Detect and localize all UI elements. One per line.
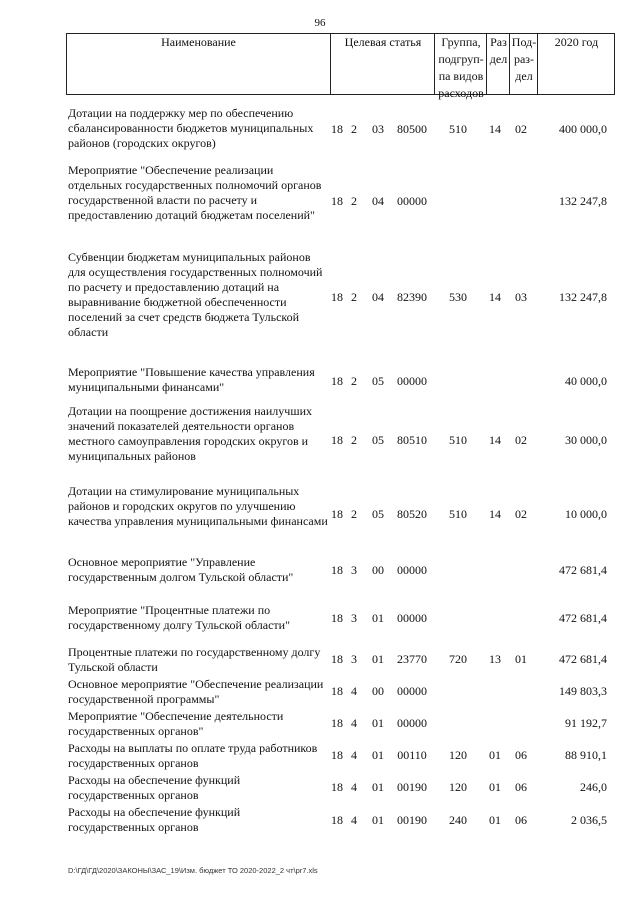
cell-group: 510 [449, 433, 467, 447]
header-subsection-line: Под- [511, 35, 537, 49]
cell-target-d: 00110 [397, 748, 427, 762]
cell-amount: 40 000,0 [565, 374, 607, 388]
cell-amount: 30 000,0 [565, 433, 607, 447]
cell-target-b: 3 [351, 563, 357, 577]
cell-target-a: 18 [331, 507, 343, 521]
cell-amount: 400 000,0 [559, 122, 607, 136]
header-name: Наименование [161, 35, 236, 49]
cell-group: 510 [449, 122, 467, 136]
cell-target-d: 80500 [397, 122, 427, 136]
cell-target-d: 00000 [397, 716, 427, 730]
cell-target-c: 03 [372, 122, 384, 136]
cell-target-d: 00000 [397, 194, 427, 208]
page-number: 96 [314, 17, 326, 29]
cell-subsection: 02 [515, 433, 527, 447]
header-year-cell [537, 34, 615, 94]
row-name: Расходы на выплаты по оплате труда работников государственных органов [68, 741, 318, 770]
row-name: Основное мероприятие "Управление государственным долгом Тульской области" [68, 555, 294, 584]
header-group-line: Группа, [441, 35, 481, 49]
header-group-line: па видов [438, 69, 484, 83]
cell-target-b: 2 [351, 374, 357, 388]
cell-target-a: 18 [331, 684, 343, 698]
table-header [66, 33, 615, 100]
cell-target-d: 23770 [397, 652, 427, 666]
cell-amount: 132 247,8 [559, 290, 607, 304]
cell-target-b: 2 [351, 122, 357, 136]
cell-section: 01 [489, 780, 501, 794]
cell-subsection: 06 [515, 813, 527, 827]
cell-amount: 10 000,0 [565, 507, 607, 521]
file-path-footer: D:\ГД\ГД\2020\ЗАКОНЫ\ЗАС_19\Изм. бюджет ТО 2020-2022_2 чт\pr7.xls [68, 866, 318, 875]
cell-target-c: 01 [372, 780, 384, 794]
cell-target-a: 18 [331, 563, 343, 577]
row-name: Мероприятие "Процентные платежи по государственному долгу Тульской области" [68, 603, 290, 632]
header-subsection-line: раз- [513, 52, 535, 66]
cell-target-b: 4 [351, 813, 357, 827]
cell-section: 13 [489, 652, 501, 666]
cell-group: 530 [449, 290, 467, 304]
cell-target-c: 01 [372, 716, 384, 730]
cell-amount: 149 803,3 [559, 684, 607, 698]
cell-amount: 91 192,7 [565, 716, 607, 730]
table-row [66, 603, 615, 635]
cell-target-a: 18 [331, 194, 343, 208]
cell-target-b: 4 [351, 716, 357, 730]
cell-target-a: 18 [331, 716, 343, 730]
cell-target-d: 80510 [397, 433, 427, 447]
cell-section: 01 [489, 813, 501, 827]
cell-group: 120 [449, 748, 467, 762]
cell-target-d: 00000 [397, 684, 427, 698]
cell-target-c: 04 [372, 290, 384, 304]
header-section-cell [486, 34, 510, 94]
table-row [66, 805, 615, 837]
cell-target-a: 18 [331, 374, 343, 388]
header-target-cell [330, 34, 435, 94]
header-subsection-cell [509, 34, 538, 94]
row-name: Дотации на поощрение достижения наилучших значений показателей деятельности органов местного самоуправления городских округов и муниципальных районов [68, 404, 312, 463]
cell-target-b: 4 [351, 748, 357, 762]
table-row [66, 484, 615, 546]
table-row [66, 404, 615, 482]
row-name: Процентные платежи по государственному долгу Тульской области [68, 645, 321, 674]
cell-amount: 2 036,5 [571, 813, 607, 827]
cell-target-b: 4 [351, 780, 357, 794]
cell-target-d: 00000 [397, 374, 427, 388]
cell-target-d: 00000 [397, 563, 427, 577]
cell-target-a: 18 [331, 748, 343, 762]
cell-amount: 246,0 [580, 780, 607, 794]
cell-subsection: 01 [515, 652, 527, 666]
cell-target-b: 3 [351, 611, 357, 625]
table-row [66, 709, 615, 741]
cell-target-d: 80520 [397, 507, 427, 521]
cell-target-b: 2 [351, 507, 357, 521]
table-row [66, 250, 615, 345]
cell-amount: 88 910,1 [565, 748, 607, 762]
cell-section: 14 [489, 290, 501, 304]
row-name: Расходы на обеспечение функций государственных органов [68, 805, 241, 834]
cell-target-a: 18 [331, 290, 343, 304]
header-target: Целевая статья [344, 35, 422, 49]
cell-target-c: 01 [372, 748, 384, 762]
cell-amount: 472 681,4 [559, 611, 607, 625]
cell-target-b: 2 [351, 433, 357, 447]
cell-target-d: 00190 [397, 780, 427, 794]
cell-target-c: 01 [372, 813, 384, 827]
cell-target-c: 05 [372, 374, 384, 388]
cell-target-c: 05 [372, 507, 384, 521]
cell-section: 14 [489, 122, 501, 136]
cell-target-a: 18 [331, 611, 343, 625]
header-section-line: дел [489, 52, 508, 66]
cell-section: 14 [489, 507, 501, 521]
table-row [66, 645, 615, 677]
table-row [66, 773, 615, 805]
cell-target-c: 04 [372, 194, 384, 208]
table-row [66, 365, 615, 397]
header-year: 2020 год [554, 35, 599, 49]
cell-target-c: 00 [372, 684, 384, 698]
table-row [66, 677, 615, 709]
cell-target-d: 00000 [397, 611, 427, 625]
row-name: Мероприятие "Обеспечение деятельности государственных органов" [68, 709, 284, 738]
cell-target-c: 01 [372, 611, 384, 625]
cell-section: 14 [489, 433, 501, 447]
cell-target-c: 05 [372, 433, 384, 447]
cell-target-a: 18 [331, 652, 343, 666]
cell-group: 510 [449, 507, 467, 521]
cell-subsection: 06 [515, 780, 527, 794]
table-row [66, 106, 615, 153]
header-section-line: Раз [490, 35, 507, 49]
cell-subsection: 02 [515, 122, 527, 136]
header-name-cell [67, 34, 330, 94]
cell-subsection: 02 [515, 507, 527, 521]
cell-target-b: 2 [351, 194, 357, 208]
cell-target-d: 00190 [397, 813, 427, 827]
cell-subsection: 06 [515, 748, 527, 762]
cell-target-c: 01 [372, 652, 384, 666]
cell-target-b: 3 [351, 652, 357, 666]
cell-amount: 472 681,4 [559, 652, 607, 666]
row-name: Мероприятие "Обеспечение реализации отдельных государственных полномочий органов государственной власти по расчету и предоставлению дотаций бюджетам поселений" [68, 163, 322, 222]
row-name: Мероприятие "Повышение качества управления муниципальными финансами" [68, 365, 315, 394]
row-name: Дотации на поддержку мер по обеспечению сбалансированности бюджетов муниципальных районов (городских округов) [68, 106, 314, 150]
row-name: Основное мероприятие "Обеспечение реализации государственной программы" [68, 677, 324, 706]
header-group-cell [434, 34, 487, 100]
cell-amount: 472 681,4 [559, 563, 607, 577]
cell-target-a: 18 [331, 433, 343, 447]
cell-target-a: 18 [331, 813, 343, 827]
header-group-line: подгруп- [438, 52, 484, 66]
cell-section: 01 [489, 748, 501, 762]
row-name: Дотации на стимулирование муниципальных районов и городских округов по улучшению качества управления муниципальными финансами [68, 484, 328, 528]
header-group-line: расходов [438, 86, 484, 100]
table-row [66, 555, 615, 587]
cell-target-a: 18 [331, 122, 343, 136]
cell-target-b: 4 [351, 684, 357, 698]
table-row [66, 163, 615, 241]
row-name: Субвенции бюджетам муниципальных районов для осуществления государственных полномочий по расчету и предоставлению дотаций на выравнивание бюджетной обеспеченности поселений за счет средств бюджета Тульской области [68, 250, 323, 339]
table-row [66, 741, 615, 773]
cell-target-c: 00 [372, 563, 384, 577]
cell-amount: 132 247,8 [559, 194, 607, 208]
cell-target-d: 82390 [397, 290, 427, 304]
cell-group: 120 [449, 780, 467, 794]
row-name: Расходы на обеспечение функций государственных органов [68, 773, 241, 802]
cell-target-a: 18 [331, 780, 343, 794]
cell-subsection: 03 [515, 290, 527, 304]
cell-group: 720 [449, 652, 467, 666]
cell-group: 240 [449, 813, 467, 827]
header-subsection-line: дел [515, 69, 533, 83]
cell-target-b: 2 [351, 290, 357, 304]
